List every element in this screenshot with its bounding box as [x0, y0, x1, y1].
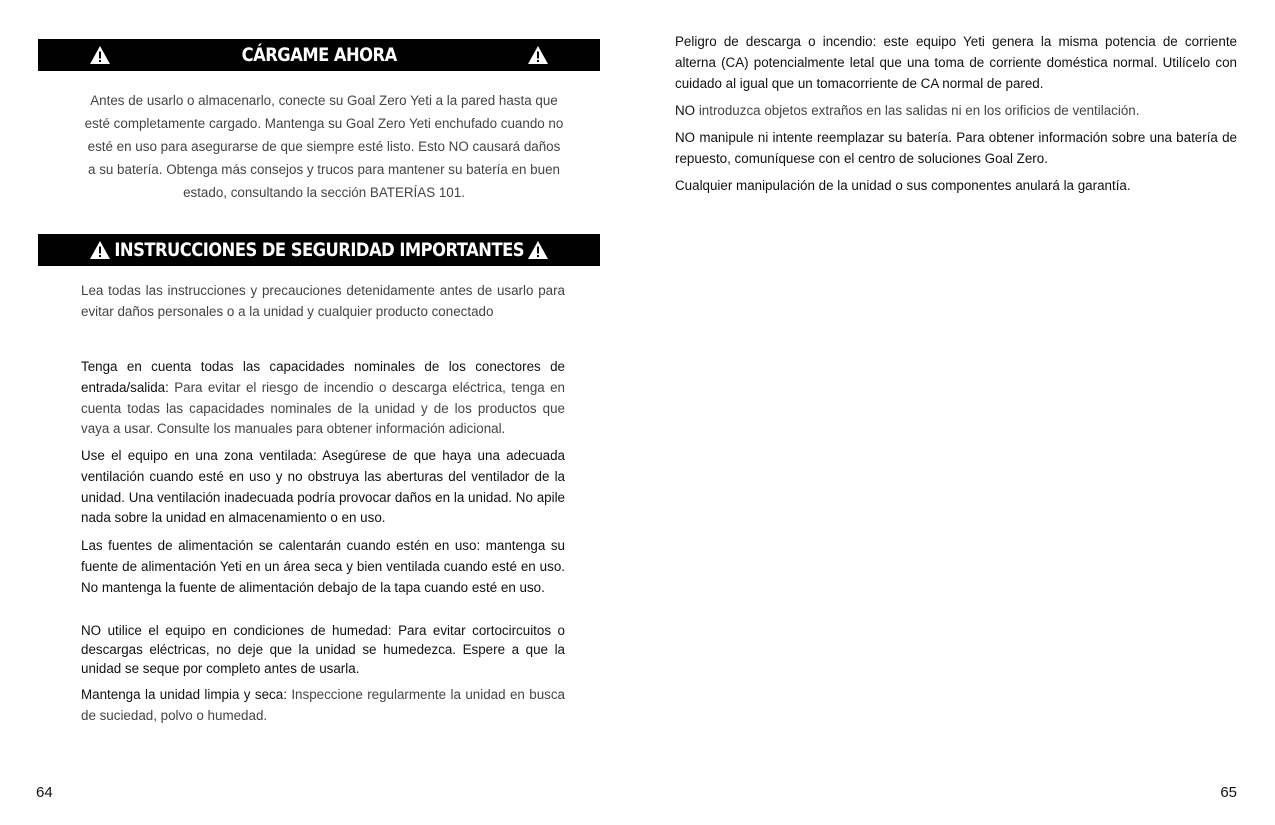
charge-banner — [38, 39, 600, 71]
objects-body: introduzca objetos extraños en las salidas ni en los orificios de ventilación. — [695, 103, 1140, 118]
clean-body: Inspeccione regularmente la unidad en busca de suciedad, polvo o humedad. — [81, 687, 566, 723]
ratings-body: Para evitar el riesgo de incendio o descarga eléctrica, tenga en cuenta todas las capacidades nominales de la unidad y de los productos que vaya a usar. Consulte los manuales para obtener información adicional. — [81, 379, 565, 437]
ratings-lead: Tenga en cuenta todas las capacidades nominales de los conectores de entrada/salida: — [81, 359, 565, 395]
warning-icon — [527, 45, 549, 65]
clean-lead: Mantenga la unidad limpia y seca: — [81, 687, 287, 702]
warning-icon — [89, 45, 111, 65]
shock-paragraph: Peligro de descarga o incendio: este equipo Yeti genera la misma potencia de corriente alterna (CA) potencialmente letal que una toma de corriente doméstica normal. Utilícelo con cuidado al igual que un tomacorriente de CA normal de pared. — [675, 34, 1237, 91]
clean-paragraph — [81, 685, 565, 727]
heat-paragraph: Las fuentes de alimentación se calentarán cuando estén en uso: mantenga su fuente de alimentación Yeti en un área seca y bien ventilada cuando esté en uso. No mantenga la fuente de alimentación debajo de la tapa cuando esté en uso. — [81, 538, 565, 595]
warranty-paragraph: Cualquier manipulación de la unidad o sus componentes anulará la garantía. — [675, 178, 1131, 193]
warning-icon — [89, 240, 111, 260]
humidity-paragraph: NO utilice el equipo en condiciones de humedad: Para evitar cortocircuitos o descargas eléctricas, no deje que la unidad se humedezca. Espere a que la unidad se seque por completo antes de usarla. — [81, 623, 565, 676]
safety-banner-title: INSTRUCCIONES DE SEGURIDAD IMPORTANTES — [114, 239, 524, 261]
objects-lead: NO — [675, 103, 696, 118]
warning-icon — [527, 240, 549, 260]
charge-banner-title: CÁRGAME AHORA — [241, 44, 397, 66]
safety-banner — [38, 234, 600, 266]
safety-intro: Lea todas las instrucciones y precauciones detenidamente antes de usarlo para evitar daños personales o a la unidad y cualquier producto conectado — [81, 283, 565, 319]
left-page — [0, 0, 637, 825]
page-number-right: 65 — [1220, 784, 1237, 801]
right-page — [637, 0, 1275, 825]
charge-paragraph: Antes de usarlo o almacenarlo, conecte su Goal Zero Yeti a la pared hasta que esté completamente cargado. Mantenga su Goal Zero Yeti enchufado cuando no esté en uso para asegurarse de que siempre esté listo. Esto NO causará daños a su batería. Obtenga más consejos y trucos para mantener su batería en buen estado, consultando la sección BATERÍAS 101. — [84, 93, 564, 200]
ventilation-paragraph: Use el equipo en una zona ventilada: Asegúrese de que haya una adecuada ventilación cuando esté en uso y no obstruya las aberturas del ventilador de la unidad. Una ventilación inadecuada podría provocar daños en la unidad. No apile nada sobre la unidad en almacenamiento o en uso. — [81, 448, 565, 526]
page-number-left: 64 — [36, 784, 53, 801]
battery-paragraph: NO manipule ni intente reemplazar su batería. Para obtener información sobre una batería de repuesto, comuníquese con el centro de soluciones Goal Zero. — [675, 130, 1237, 166]
ratings-paragraph — [81, 357, 565, 440]
objects-paragraph — [675, 101, 1237, 122]
